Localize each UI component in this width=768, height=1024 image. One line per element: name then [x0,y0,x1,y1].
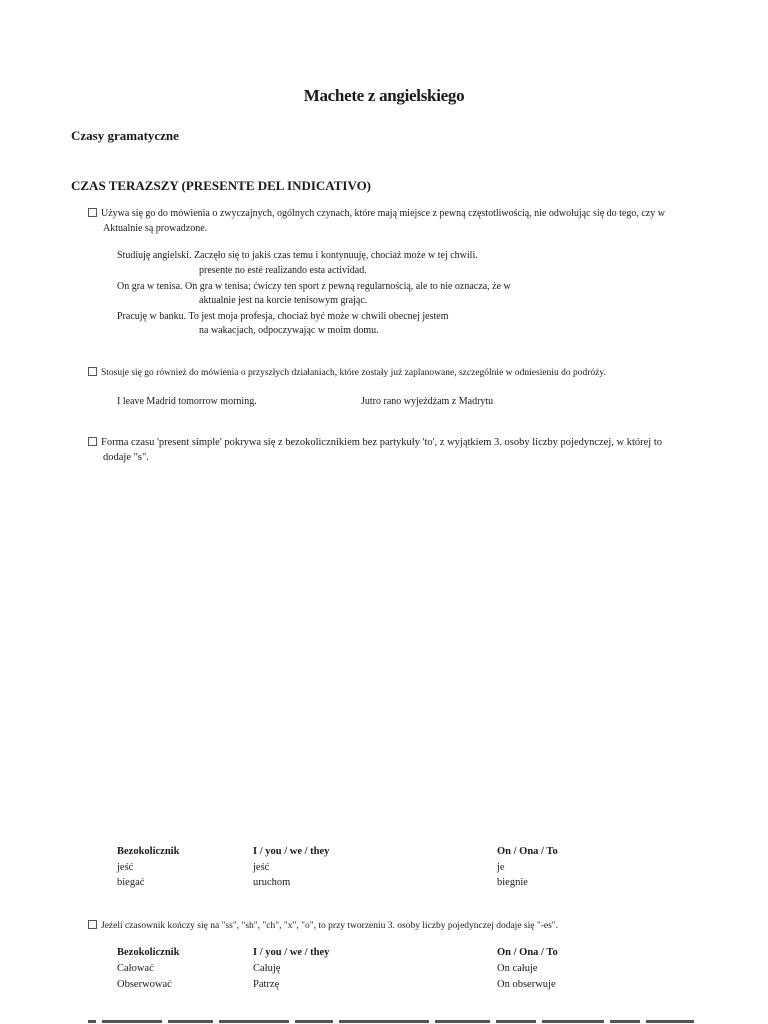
bullet-3-line-1: Forma czasu 'present simple' pokrywa się z bezokolicznikiem bez partykuły 'to', z wyjątkiem 3. osoby liczby pojedynczej, w której to [101,437,662,448]
bullet-paragraph-3 [88,435,662,450]
bullet-paragraph-2 [88,366,606,381]
table-2-cell: On obserwuje [497,979,556,990]
bullet-3-line-2: dodaje "s". [103,452,149,463]
cut-off-text-line [88,1020,708,1024]
table-2-header-plural: I / you / we / they [253,947,330,958]
bullet-1-line-1: Używa się go do mówienia o zwyczajnych, ogólnych czynach, które mają miejsce z pewną częstotliwością, nie odwołując się do tego, czy w [101,208,665,219]
table-1-header-plural: I / you / we / they [253,846,330,857]
table-2-cell: Całuję [253,963,281,974]
bullet-paragraph-1 [88,206,665,221]
table-2-cell: Obserwować [117,979,172,990]
section-heading: CZAS TERAZSZY (PRESENTE DEL INDICATIVO) [71,178,372,193]
example-future-english: I leave Madrid tomorrow morning. [117,396,257,407]
example-1-line-1: Studiuję angielski. Zaczęło się to jakiś czas temu i kontynuuję, chociaż może w tej chwili. [117,250,478,261]
table-1-cell: biegać [117,877,145,888]
example-3-line-1: Pracuję w banku. To jest moja profesja, chociaż być może w chwili obecnej jestem [117,311,449,322]
bullet-4-text: Jeżeli czasownik kończy się na "ss", "sh", "ch", "x", "o", to przy tworzeniu 3. osoby liczby pojedynczej dodaje się "-es". [101,921,559,931]
bullet-box-icon [88,437,97,446]
example-1-line-2: presente no esté realizando esta actividad. [199,265,367,276]
table-1-cell: uruchom [253,877,291,888]
bullet-box-icon [88,208,97,217]
bullet-box-icon [88,920,97,929]
table-2-header-infinitive: Bezokolicznik [117,947,180,958]
table-2-cell: Patrzę [253,979,280,990]
table-1-cell: jeść [253,862,270,873]
example-2-line-1: On gra w tenisa. On gra w tenisa; ćwiczy ten sport z pewną regularnością, ale to nie oznacza, że w [117,281,511,292]
example-3-line-2: na wakacjach, odpoczywając w moim domu. [199,325,379,336]
example-2-line-2: aktualnie jest na korcie tenisowym grając. [199,295,368,306]
bullet-paragraph-4 [88,919,558,934]
table-2-cell: Całować [117,963,154,974]
document-subtitle: Czasy gramatyczne [71,128,179,143]
bullet-1-line-2: Aktualnie są prowadzone. [103,223,208,234]
bullet-box-icon [88,367,97,376]
bullet-2-text: Stosuje się go również do mówienia o przyszłych działaniach, które zostały już zaplanowane, szczególnie w odniesieniu do podróży. [101,368,606,378]
document-title: Machete z angielskiego [303,86,465,105]
table-1-cell: je [497,862,505,873]
table-1-cell: biegnie [497,877,528,888]
table-1-cell: jeść [117,862,134,873]
table-2-cell: On całuje [497,963,538,974]
table-1-header-infinitive: Bezokolicznik [117,846,180,857]
table-1-header-third-person: On / Ona / To [497,846,558,857]
table-2-header-third-person: On / Ona / To [497,947,558,958]
example-future-polish: Jutro rano wyjeżdżam z Madrytu [361,396,494,407]
